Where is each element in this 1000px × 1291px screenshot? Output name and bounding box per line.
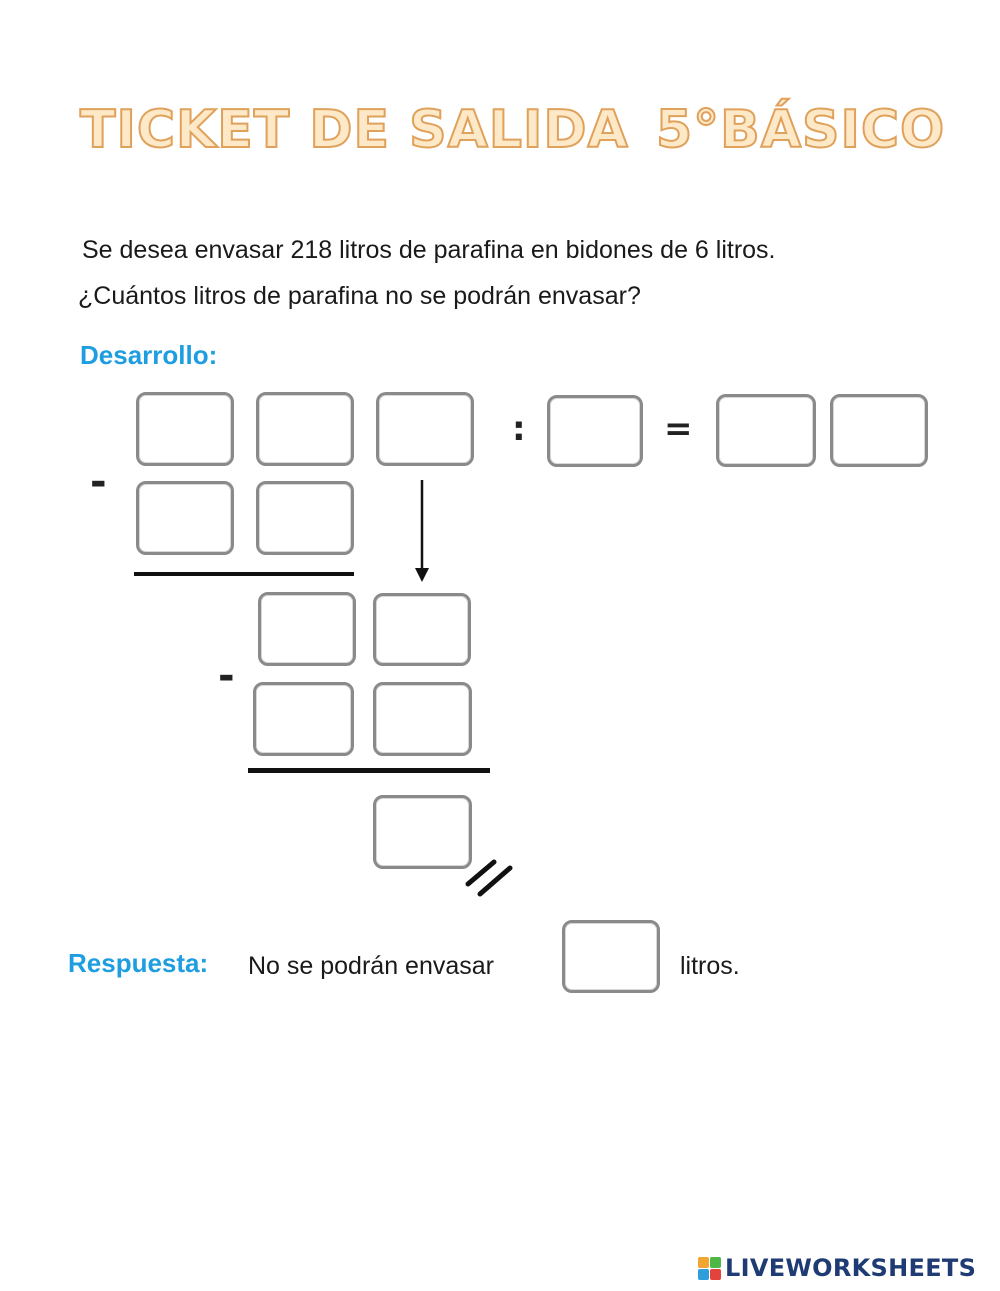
liveworksheets-logo-mark-icon <box>698 1257 721 1280</box>
bring-down-arrow-icon <box>410 478 434 584</box>
problem-question-line-2: ¿Cuántos litros de parafina no se podrán envasar? <box>78 282 641 310</box>
liveworksheets-logo-text: LIVEWORKSHEETS <box>725 1254 977 1282</box>
dividend-digit-3-box[interactable] <box>376 392 474 466</box>
equals-sign: = <box>664 409 693 449</box>
subtrahend-1-digit-2-box[interactable] <box>256 481 354 555</box>
desarrollo-label: Desarrollo: <box>80 340 218 370</box>
dividend-digit-1-box[interactable] <box>136 392 234 466</box>
subtrahend-1-digit-1-box[interactable] <box>136 481 234 555</box>
double-slash-end-mark-icon <box>462 858 518 900</box>
respuesta-label: Respuesta: <box>68 948 209 978</box>
subtraction-sign-1: - <box>90 459 107 505</box>
division-sign: : <box>512 409 526 449</box>
subtraction-line-1 <box>134 572 354 576</box>
partial-dividend-digit-1-box[interactable] <box>258 592 356 666</box>
answer-sentence-suffix: litros. <box>680 952 740 980</box>
subtrahend-2-digit-1-box[interactable] <box>253 682 354 756</box>
subtraction-line-2 <box>248 768 490 773</box>
partial-dividend-digit-2-box[interactable] <box>373 593 471 666</box>
remainder-box[interactable] <box>373 795 472 869</box>
answer-sentence-prefix: No se podrán envasar <box>248 952 494 980</box>
dividend-digit-2-box[interactable] <box>256 392 354 466</box>
subtraction-sign-2: - <box>218 653 235 699</box>
divisor-box[interactable] <box>547 395 643 467</box>
answer-liters-box[interactable] <box>562 920 660 993</box>
quotient-digit-1-box[interactable] <box>716 394 816 467</box>
grade-level-title: 5°BÁSICO <box>656 100 946 160</box>
liveworksheets-logo[interactable] <box>698 1254 976 1282</box>
quotient-digit-2-box[interactable] <box>830 394 928 467</box>
problem-statement-line-1: Se desea envasar 218 litros de parafina en bidones de 6 litros. <box>82 236 776 264</box>
subtrahend-2-digit-2-box[interactable] <box>373 682 472 756</box>
worksheet-title: TICKET DE SALIDA <box>80 100 629 160</box>
